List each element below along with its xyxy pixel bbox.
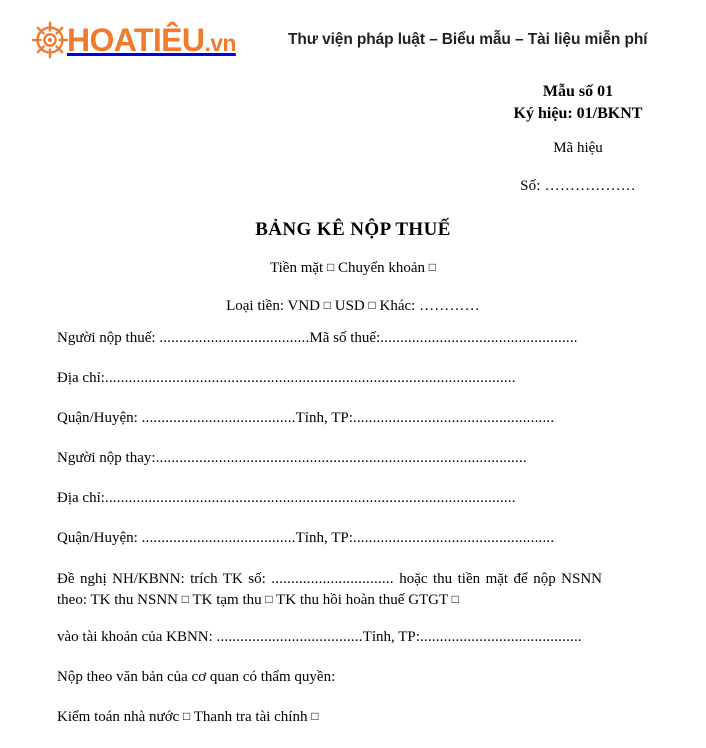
authority-option2-label: Thanh tra tài chính — [193, 709, 308, 725]
field-district-2 — [57, 529, 602, 549]
authority-option2-checkbox[interactable]: □ — [311, 709, 319, 723]
page-title: BẢNG KÊ NỘP THUẾ — [255, 219, 451, 240]
district1-input-dots[interactable]: ....................................... — [141, 410, 296, 426]
field-district-1 — [57, 409, 602, 429]
request-option2-label: TK tạm thu — [192, 592, 262, 608]
district2-label: Quận/Huyện: — [57, 530, 138, 546]
province1-input-dots[interactable]: ................................................... — [352, 410, 555, 426]
serial-number-line: Số: ……………… — [520, 178, 636, 194]
kbnn-account-label: vào tài khoản của KBNN: — [57, 629, 213, 645]
taxcode-label: Mã số thuế: — [309, 330, 381, 346]
field-kbnn-account — [57, 628, 602, 648]
district1-label: Quận/Huyện: — [57, 410, 138, 426]
province1-label: Tỉnh, TP: — [295, 410, 353, 426]
request-line1-prefix: Đề nghị NH/KBNN: trích TK số: — [57, 571, 266, 587]
address1-label: Địa chỉ: — [57, 370, 105, 386]
currency-vnd-label: VND — [287, 298, 320, 314]
field-address-1 — [57, 369, 602, 389]
address1-input-dots[interactable]: ........................................................................................................ — [104, 370, 516, 386]
address2-input-dots[interactable]: ........................................................................................................ — [104, 490, 516, 506]
currency-other-dots[interactable]: ………… — [419, 298, 480, 314]
cash-label: Tiền mặt — [269, 260, 324, 276]
currency-other-label: Khác: — [379, 298, 416, 314]
district2-input-dots[interactable]: ....................................... — [141, 530, 296, 546]
payer-label: Người nộp thay: — [57, 450, 156, 466]
form-number: Mẫu số 01 — [542, 83, 614, 100]
taxpayer-label: Người nộp thuế: — [57, 330, 156, 346]
brand-name: HOATIÊU — [67, 22, 205, 58]
province2-input-dots[interactable]: ................................................... — [352, 530, 555, 546]
field-address-2 — [57, 489, 602, 509]
currency-usd-label: USD — [334, 298, 365, 314]
authority-option1-checkbox[interactable]: □ — [183, 709, 191, 723]
authority-options-row — [57, 708, 602, 728]
request-option2-checkbox[interactable]: □ — [265, 592, 273, 606]
currency-row — [0, 298, 706, 315]
field-payer-on-behalf — [57, 449, 602, 469]
kbnn-account-dots[interactable]: ..................................... — [216, 629, 363, 645]
form-symbol: Ký hiệu: 01/BKNT — [513, 104, 643, 122]
authority-heading: Nộp theo văn bản của cơ quan có thẩm quyền: — [57, 669, 336, 685]
request-account-dots[interactable]: ............................... — [271, 571, 394, 587]
currency-usd-checkbox[interactable]: □ — [368, 298, 376, 312]
brand-tld: .vn — [204, 30, 236, 56]
province2-label: Tỉnh, TP: — [295, 530, 353, 546]
kbnn-province-label: Tỉnh, TP: — [362, 629, 420, 645]
kbnn-province-dots[interactable]: ......................................... — [419, 629, 582, 645]
form-fields — [57, 329, 602, 748]
request-option1-checkbox[interactable]: □ — [181, 592, 189, 606]
ship-wheel-icon — [31, 21, 69, 59]
taxpayer-input-dots[interactable]: ...................................... — [159, 330, 310, 346]
transfer-checkbox[interactable]: □ — [428, 260, 437, 274]
currency-prefix: Loại tiền: — [226, 298, 284, 314]
authority-option1-label: Kiểm toán nhà nước — [57, 709, 180, 725]
taxcode-input-dots[interactable]: .................................................. — [380, 330, 578, 346]
request-line1-suffix: hoặc thu tiền mặt để nộp NSNN theo: — [57, 571, 603, 608]
request-option3-checkbox[interactable]: □ — [451, 592, 459, 606]
site-tagline: Thư viện pháp luật – Biểu mẫu – Tài liệu miễn phí — [288, 31, 648, 48]
site-header — [0, 0, 706, 78]
address2-label: Địa chỉ: — [57, 490, 105, 506]
form-code-block — [452, 81, 704, 124]
bank-request-paragraph — [57, 569, 602, 611]
currency-vnd-checkbox[interactable]: □ — [323, 298, 331, 312]
request-option1-label: TK thu NSNN — [90, 592, 178, 608]
request-option3-label: TK thu hồi hoàn thuế GTGT — [276, 592, 448, 608]
field-taxpayer — [57, 329, 602, 349]
cash-checkbox[interactable]: □ — [326, 260, 335, 274]
transfer-label: Chuyển khoản — [337, 260, 426, 276]
payer-input-dots[interactable]: .............................................................................................. — [155, 450, 527, 466]
brand-wordmark — [67, 24, 236, 56]
payment-method-row — [0, 260, 706, 277]
site-logo[interactable] — [31, 21, 236, 59]
form-code-label: Mã hiệu — [553, 140, 603, 156]
